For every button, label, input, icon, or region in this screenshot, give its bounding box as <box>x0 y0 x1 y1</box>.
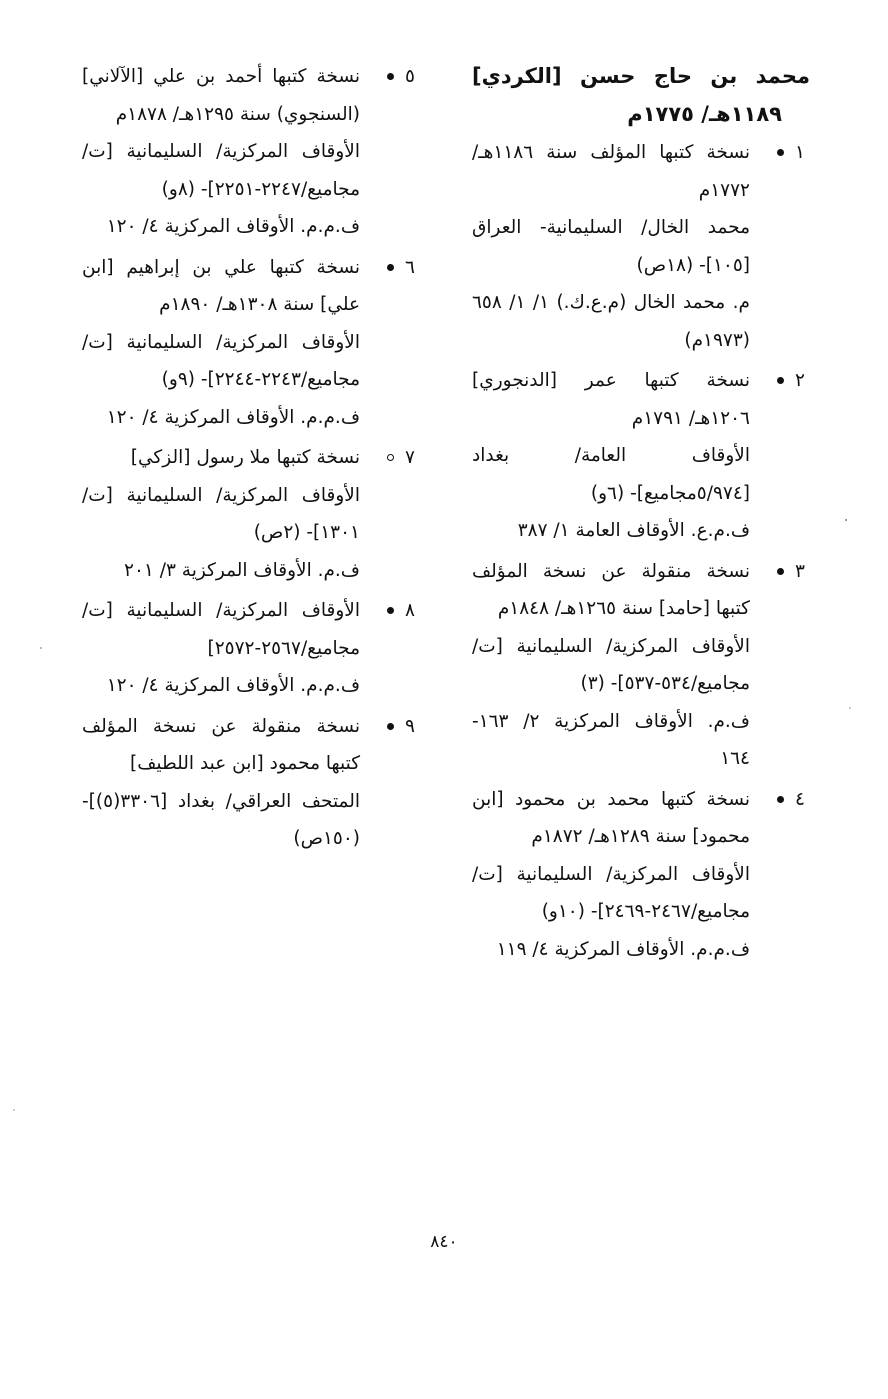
entry-description: نسخة كتبها ملا رسول [الزكي] <box>130 447 360 468</box>
entry-location: الأوقاف المركزية/ السليمانية [ت/مجاميع/٢٥٦٧-٢٥٧٢] <box>82 600 360 659</box>
entry-number: ٤ <box>795 788 805 810</box>
entry-number: ٥ <box>405 66 415 87</box>
entry-reference: ف.م.م. الأوقاف المركزية ٤/ ١١٩ <box>496 938 750 960</box>
entry-description: نسخة منقولة عن نسخة المؤلف كتبها محمود [ابن عبد اللطيف] <box>82 715 360 774</box>
scan-speck <box>845 519 847 521</box>
entry-location: الأوقاف المركزية/ السليمانية [ت/مجاميع/٥٣٤-٥٣٧]- (٣) <box>472 635 750 694</box>
entry-location: الأوقاف المركزية/ السليمانية [ت/مجاميع/٢٤٦٧-٢٤٦٩]- (١٠و) <box>472 863 750 922</box>
entry-reference: ف.م.م. الأوقاف المركزية ٤/ ١٢٠ <box>106 216 360 237</box>
entry-reference: ف.م.م. الأوقاف المركزية ٤/ ١٢٠ <box>106 406 360 428</box>
entry-description: نسخة منقولة عن نسخة المؤلف كتبها [حامد] سنة ١٢٦٥هـ/ ١٨٤٨م <box>472 560 750 619</box>
entry-description: نسخة كتبها أحمد بن علي [الآلاني] (السنجوي) سنة ١٢٩٥هـ/ ١٨٧٨م <box>82 66 360 125</box>
entry-number: ٩ <box>405 715 415 737</box>
entry-number: ٦ <box>405 256 415 278</box>
entry-description: نسخة كتبها عمر [الدنجوري] ١٢٠٦هـ/ ١٧٩١م <box>472 370 750 429</box>
entry-location: الأوقاف المركزية/ السليمانية [ت/مجاميع/٢٢٤٧-٢٢٥١]- (٨و) <box>82 141 360 200</box>
entry-location: المتحف العراقي/ بغداد [٣٣٠٦(٥)]- (١٥٠ص) <box>82 790 360 849</box>
entry-reference: ف.م. الأوقاف المركزية ٢/ ١٦٣- ١٦٤ <box>472 710 750 769</box>
entry-number: ٨ <box>405 600 415 621</box>
entry-location: محمد الخال/ السليمانية- العراق [١٠٥]- (١٨ص) <box>472 217 750 276</box>
entry-number: ٢ <box>795 370 805 391</box>
scan-speck <box>849 707 851 709</box>
entry-description: نسخة كتبها المؤلف سنة ١١٨٦هـ/ ١٧٧٢م <box>472 142 750 201</box>
author-name: محمد بن حاج حسن [الكردي] <box>472 64 810 88</box>
entry-location: الأوقاف المركزية/ السليمانية [ت/١٣٠١]- (٢ص) <box>82 484 360 543</box>
entry-location: الأوقاف العامة/ بغداد [٥/٩٧٤مجاميع]- (٦و) <box>472 445 750 504</box>
entry-reference: ف.م.ع. الأوقاف العامة ١/ ٣٨٧ <box>517 520 750 541</box>
entry-description: نسخة كتبها علي بن إبراهيم [ابن علي] سنة ١٣٠٨هـ/ ١٨٩٠م <box>82 256 360 315</box>
author-dates: ١١٨٩هـ/ ١٧٧٥م <box>627 101 782 126</box>
page-number: ٨٤٠ <box>430 1232 458 1252</box>
entry-number: ٣ <box>795 560 805 582</box>
entry-number: ١ <box>795 142 805 163</box>
entry-reference: ف.م. الأوقاف المركزية ٣/ ٢٠١ <box>124 559 360 581</box>
entry-reference: ف.م.م. الأوقاف المركزية ٤/ ١٢٠ <box>106 675 360 696</box>
scan-speck <box>40 647 42 649</box>
entry-description: نسخة كتبها محمد بن محمود [ابن محمود] سنة ١٢٨٩هـ/ ١٨٧٢م <box>472 788 750 847</box>
entry-number: ٧ <box>405 447 415 468</box>
scan-speck <box>13 1109 15 1111</box>
entry-location: الأوقاف المركزية/ السليمانية [ت/مجاميع/٢٢٤٣-٢٢٤٤]- (٩و) <box>82 331 360 390</box>
entry-reference: م. محمد الخال (م.ع.ك.) ١/ ١/ ٦٥٨ (١٩٧٣م) <box>472 292 750 351</box>
